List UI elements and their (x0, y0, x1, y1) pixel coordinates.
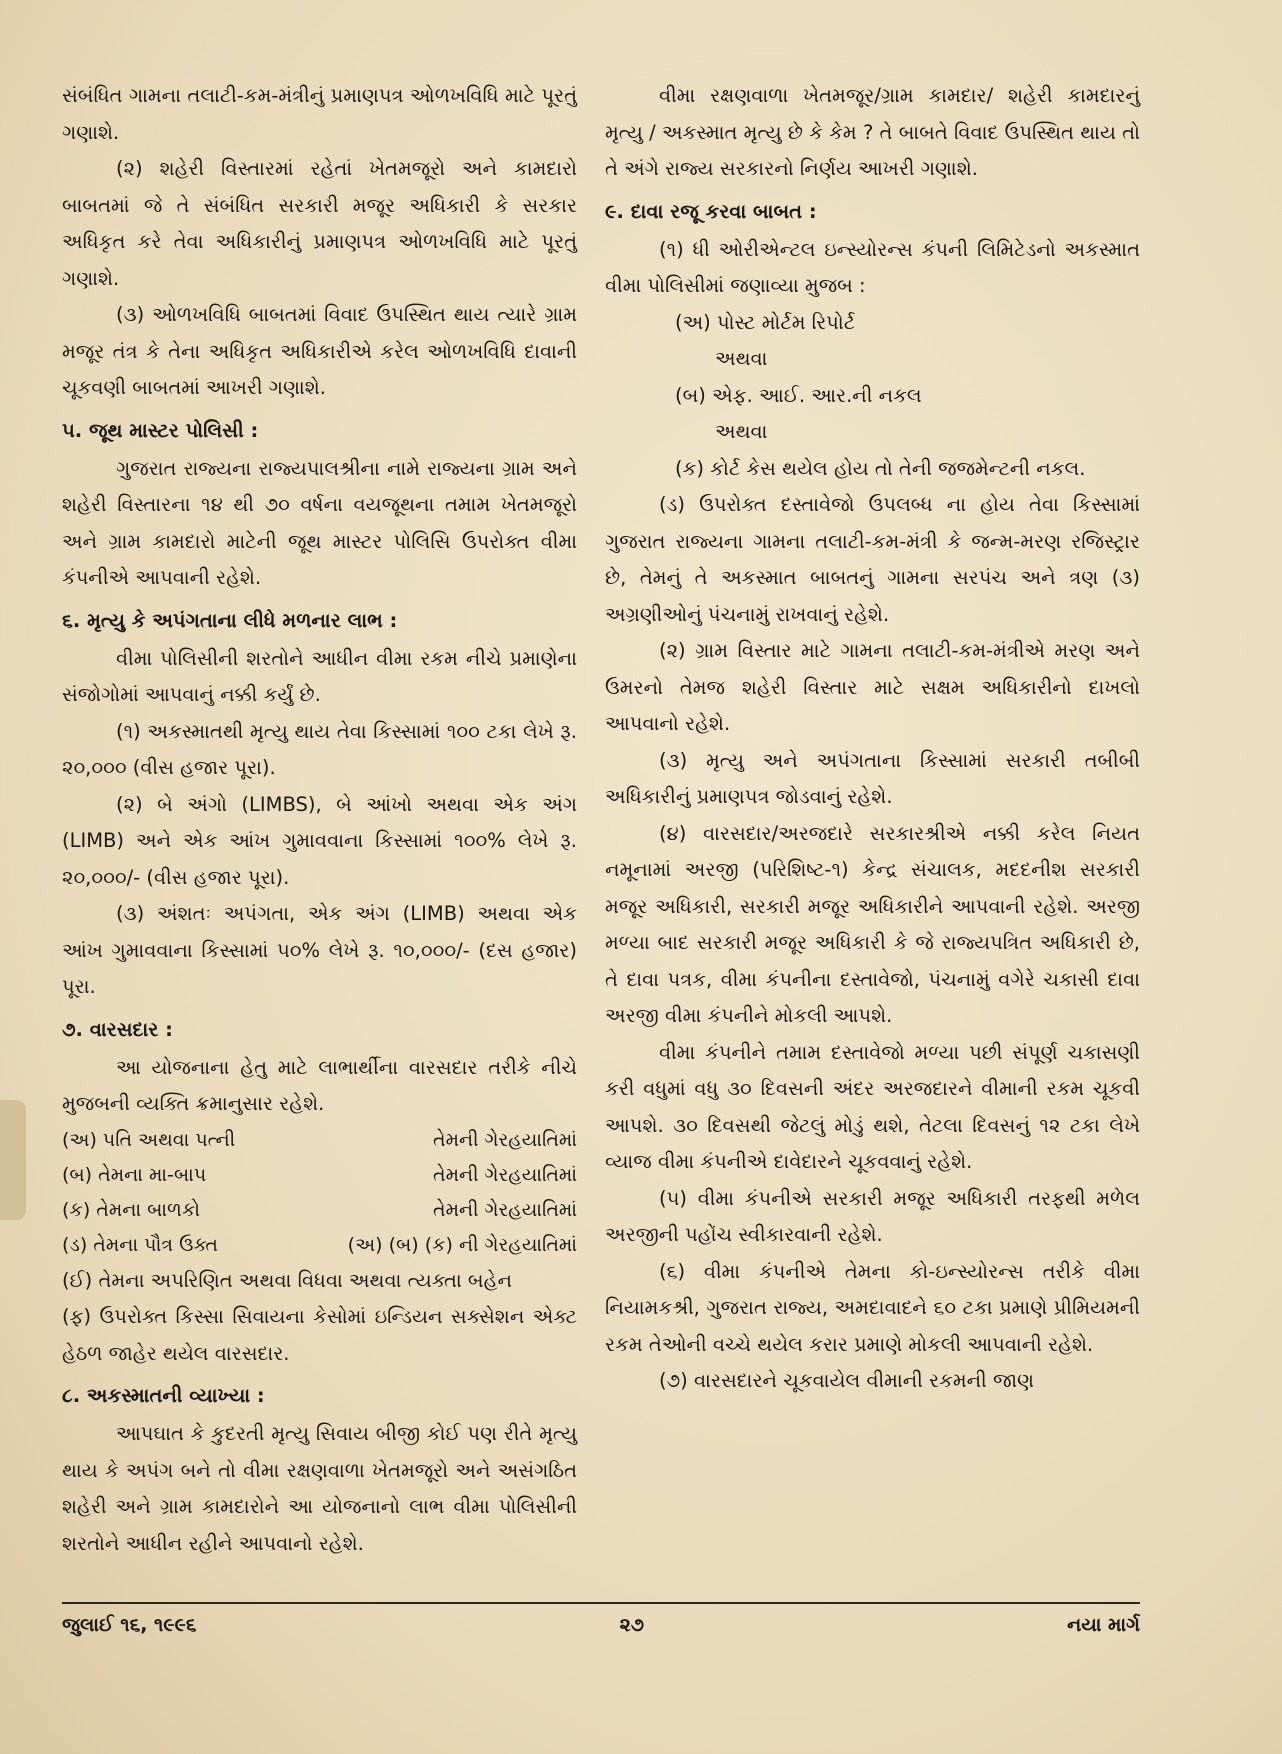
heir-label: (બ) તેમના મા-બાપ (62, 1163, 207, 1186)
paragraph: (૩) અંશતઃ અપંગતા, એક અંગ (LIMB) અથવા એક આંખ ગુમાવવાના કિસ્સામાં ૫૦% લેખે રૂ. ૧૦,૦૦૦/- (દસ હજાર) પૂરા. (62, 902, 577, 998)
paragraph: (૫) વીમા કંપનીએ સરકારી મજૂર અધિકારી તરફથી મળેલ અરજીની પહોંચ સ્વીકારવાની રહેશે. (605, 1186, 1140, 1246)
issue-date: જુલાઈ ૧૬, ૧૯૯૬ (62, 1614, 197, 1636)
heir-row (62, 1123, 577, 1158)
paragraph: (૨) ગ્રામ વિસ્તાર માટે ગામના તલાટી-કમ-મંત્રીએ મરણ અને ઉમરનો તેમજ શહેરી વિસ્તાર માટે સક્ષમ અધિકારીનો દાખલો આપવાનો રહેશે. (605, 639, 1140, 735)
left-column (62, 78, 577, 1562)
paragraph: (૧) ધી ઓરીએન્ટલ ઇન્સ્યોરન્સ કંપની લિમિટેડનો અકસ્માત વીમા પોલિસીમાં જણાવ્યા મુજબ : (605, 237, 1140, 297)
paragraph: સંબંધિત ગામના તલાટી-કમ-મંત્રીનું પ્રમાણપત્ર ઓળખવિધિ માટે પૂરતું ગણાશે. (62, 84, 577, 144)
or-label: અથવા (715, 420, 768, 443)
section-heading: ૬. મૃત્યુ કે અપંગતાના લીધે મળનાર લાભ : (62, 608, 398, 632)
paragraph: આ યોજનાના હેતુ માટે લાભાર્થીના વારસદાર તરીકે નીચે મુજબની વ્યક્તિ ક્રમાનુસાર રહેશે. (62, 1055, 577, 1115)
publication-title: નયા માર્ગ (1067, 1614, 1140, 1636)
heir-label: (અ) પતિ અથવા પત્ની (62, 1128, 236, 1151)
paragraph: (ડ) ઉપરોક્ત દસ્તાવેજો ઉપલબ્ધ ના હોય તેવા કિસ્સામાં ગુજરાત રાજ્યના ગામના તલાટી-કમ-મંત્રી કે જન્મ-મરણ રજિસ્ટ્રાર છે, તેમનું તે અકસ્માત બાબતનું ગામના સરપંચ અને ત્રણ (૩) અગ્રણીઓનું પંચનામું રાખવાનું રહેશે. (605, 493, 1140, 626)
list-item: (બ) એફ. આઈ. આર.ની નકલ (675, 383, 922, 407)
list-item: (ક) કોર્ટ કેસ થયેલ હોય તો તેની જજમેન્ટની નકલ. (675, 456, 1086, 480)
paragraph: (ફ) ઉપરોક્ત કિસ્સા સિવાયના કેસોમાં ઇન્ડિયન સક્સેશન એક્ટ હેઠળ જાહેર થયેલ વારસદાર. (62, 1305, 577, 1365)
paragraph: ગુજરાત રાજ્યના રાજ્યપાલશ્રીના નામે રાજ્યના ગ્રામ અને શહેરી વિસ્તારના ૧૪ થી ૭૦ વર્ષના વયજૂથના તમામ ખેતમજૂરો અને ગ્રામ કામદારો માટેની જૂથ માસ્ટર પોલિસિ ઉપરોક્ત વીમા કંપનીએ આપવાની રહેશે. (62, 456, 577, 589)
heir-label: (ડ) તેમના પૌત્ર ઉક્ત (62, 1233, 219, 1256)
heir-label: (ક) તેમના બાળકો (62, 1198, 201, 1221)
paragraph: વીમા રક્ષણવાળા ખેતમજૂર/ગ્રામ કામદાર/ શહેરી કામદારનું મૃત્યુ / અકસ્માત મૃત્યુ છે કે કેમ ? તે બાબતે વિવાદ ઉપસ્થિત થાય તો તે અંગે રાજ્ય સરકારનો નિર્ણય આખરી ગણાશે. (605, 84, 1140, 180)
section-heading: ૯. દાવા રજૂ કરવા બાબત : (605, 199, 817, 223)
section-heading: ૫. જૂથ માસ્ટર પોલિસી : (62, 418, 259, 442)
page-footer (62, 1602, 1140, 1636)
list-item: (અ) પોસ્ટ મોર્ટમ રિપોર્ટ (675, 310, 856, 334)
section-heading: ૭. વારસદાર : (62, 1017, 173, 1041)
torn-edge (0, 1100, 26, 1220)
heir-condition: (અ) (બ) (ક) ની ગેરહયાતિમાં (347, 1233, 577, 1256)
paragraph: આપઘાત કે કુદરતી મૃત્યુ સિવાય બીજી કોઈ પણ રીતે મૃત્યુ થાય કે અપંગ બને તો વીમા રક્ષણવાળા ખેતમજૂરો અને અસંગઠિત શહેરી અને ગ્રામ કામદારોને આ યોજનાનો લાભ વીમા પોલિસીની શરતોને આધીન રહીને આપવાનો રહેશે. (62, 1422, 577, 1555)
paragraph: (ઈ) તેમના અપરિણિત અથવા વિધવા અથવા ત્યક્તા બહેન (62, 1268, 512, 1292)
heir-row (62, 1158, 577, 1193)
heir-condition: તેમની ગેરહયાતિમાં (432, 1128, 577, 1151)
heir-row (62, 1228, 577, 1263)
paragraph: (૪) વારસદાર/અરજદારે સરકારશ્રીએ નક્કી કરેલ નિયત નમૂનામાં અરજી (પરિશિષ્ટ-૧) કેન્દ્ર સંચાલક, મદદનીશ સરકારી મજૂર અધિકારી, સરકારી મજૂર અધિકારીને આપવાની રહેશે. અરજી મળ્યા બાદ સરકારી મજૂર અધિકારી કે જે રાજ્યપત્રિત અધિકારી છે, તે દાવા પત્રક, વીમા કંપનીના દસ્તાવેજો, પંચનામું વગેરે ચકાસી દાવા અરજી વીમા કંપનીને મોકલી આપશે. (605, 821, 1140, 1027)
or-label: અથવા (715, 347, 768, 370)
paragraph: (૭) વારસદારને ચૂકવાયેલ વીમાની રકમની જાણ (659, 1369, 1035, 1392)
paragraph: (૨) શહેરી વિસ્તારમાં રહેતાં ખેતમજૂરો અને કામદારો બાબતમાં જે તે સંબંધિત સરકારી મજૂર અધિકારી કે સરકાર અધિકૃત કરે તેવા અધિકારીનું પ્રમાણપત્ર ઓળખવિધિ માટે પૂરતું ગણાશે. (62, 157, 577, 290)
paragraph: (૧) અકસ્માતથી મૃત્યુ થાય તેવા કિસ્સામાં ૧૦૦ ટકા લેખે રૂ. ૨૦,૦૦૦ (વીસ હજાર પૂરા). (62, 719, 577, 779)
heir-condition: તેમની ગેરહયાતિમાં (432, 1198, 577, 1221)
paragraph: (૩) ઓળખવિધિ બાબતમાં વિવાદ ઉપસ્થિત થાય ત્યારે ગ્રામ મજૂર તંત્ર કે તેના અધિકૃત અધિકારીએ કરેલ ઓળખવિધિ દાવાની ચૂકવણી બાબતમાં આખરી ગણાશે. (62, 303, 577, 399)
page-number: ૨૭ (619, 1614, 644, 1636)
paragraph: (૩) મૃત્યુ અને અપંગતાના કિસ્સામાં સરકારી તબીબી અધિકારીનું પ્રમાણપત્ર જોડવાનું રહેશે. (605, 748, 1140, 808)
paragraph: (૬) વીમા કંપનીએ તેમના કો-ઇન્સ્યોરન્સ તરીકે વીમા નિયામકશ્રી, ગુજરાત રાજ્ય, અમદાવાદને ૬૦ ટકા પ્રમાણે પ્રીમિયમની રકમ તેઓની વચ્ચે થયેલ કરાર પ્રમાણે મોકલી આપવાની રહેશે. (605, 1259, 1140, 1356)
right-column (605, 78, 1140, 1400)
paragraph: વીમા કંપનીને તમામ દસ્તાવેજો મળ્યા પછી સંપૂર્ણ ચકાસણી કરી વધુમાં વધુ ૩૦ દિવસની અંદર અરજદારને વીમાની રકમ ચૂકવી આપશે. ૩૦ દિવસથી જેટલું મોડું થશે, તેટલા દિવસનું ૧૨ ટકા લેખે વ્યાજ વીમા કંપનીએ દાવેદારને ચૂકવવાનું રહેશે. (605, 1040, 1140, 1173)
section-heading: ૮. અકસ્માતની વ્યાખ્યા : (62, 1384, 265, 1407)
paragraph: વીમા પોલિસીની શરતોને આધીન વીમા રકમ નીચે પ્રમાણેના સંજોગોમાં આપવાનું નક્કી કર્યું છે. (62, 646, 577, 706)
heir-condition: તેમની ગેરહયાતિમાં (432, 1163, 577, 1186)
heir-row (62, 1193, 577, 1228)
paragraph: (૨) બે અંગો (LIMBS), બે આંખો અથવા એક અંગ (LIMB) અને એક આંખ ગુમાવવાના કિસ્સામાં ૧૦૦% લેખે રૂ. ૨૦,૦૦૦/- (વીસ હજાર પૂરા). (62, 792, 577, 889)
